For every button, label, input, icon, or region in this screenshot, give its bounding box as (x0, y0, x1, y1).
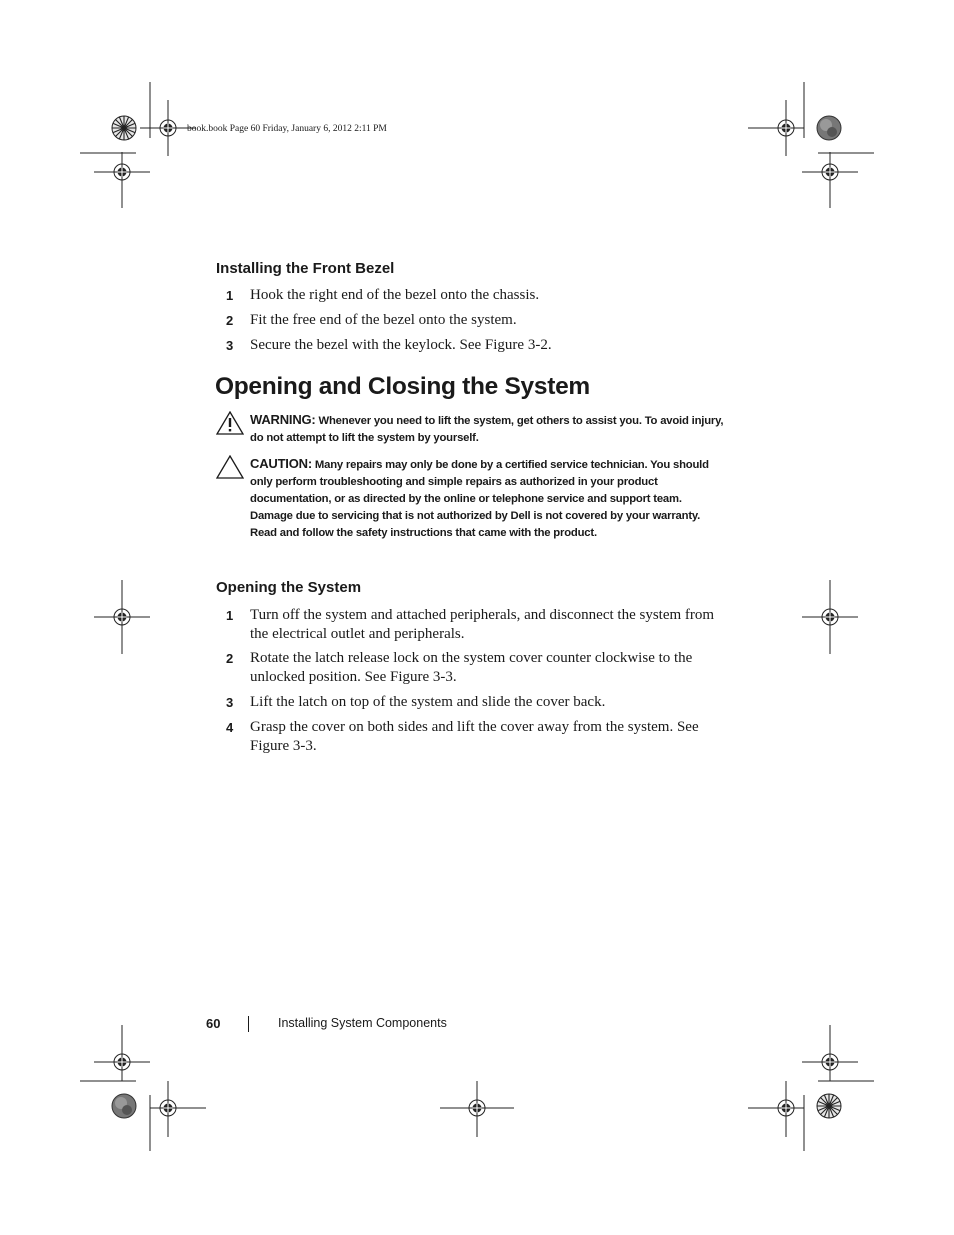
footer-divider (248, 1016, 249, 1032)
step-number: 2 (226, 651, 234, 666)
step-text: Turn off the system and attached peripherals, and disconnect the system from the electrical outlet and peripherals. (250, 607, 715, 642)
step-number: 2 (226, 313, 234, 328)
caution-label: CAUTION: (250, 456, 312, 471)
warning-body (250, 411, 726, 447)
step-text: Lift the latch on top of the system and slide the cover back. (250, 694, 606, 710)
step-number: 1 (226, 608, 234, 623)
color-wheel-icon (817, 116, 841, 140)
step-text: Grasp the cover on both sides and lift the cover away from the system. See Figure 3-3. (250, 719, 699, 754)
file-slug: book.book Page 60 Friday, January 6, 2012 2:11 PM (187, 124, 387, 134)
caution-text: Many repairs may only be done by a certified service technician. You should only perform troubleshooting and simple repairs as authorized in your product documentation, or as directed by the online or telephone service and support team. Damage due to servicing that is not authorized by Dell is not covered by your warranty. Read and follow the safety instructions that came with the product. (250, 459, 709, 539)
footer-section-title: Installing System Components (278, 1016, 447, 1030)
warning-label: WARNING: (250, 412, 316, 427)
step-text: Fit the free end of the bezel onto the system. (250, 312, 517, 328)
color-wheel-icon (112, 116, 136, 140)
section-heading-installing-bezel: Installing the Front Bezel (216, 260, 395, 277)
step-text: Secure the bezel with the keylock. See Figure 3-2. (250, 337, 552, 353)
step-number: 1 (226, 288, 234, 303)
warning-text: Whenever you need to lift the system, get others to assist you. To avoid injury, do not attempt to lift the system by yourself. (250, 415, 724, 444)
section-heading-opening-system: Opening the System (216, 579, 362, 596)
color-wheel-icon (112, 1094, 136, 1118)
step-number: 3 (226, 338, 234, 353)
step-text: Hook the right end of the bezel onto the chassis. (250, 287, 540, 303)
caution-triangle-icon (216, 455, 244, 479)
page-number: 60 (206, 1016, 221, 1031)
color-wheel-icon (817, 1094, 841, 1118)
page-title: Opening and Closing the System (215, 373, 590, 400)
step-number: 4 (226, 720, 234, 735)
step-text: Rotate the latch release lock on the system cover counter clockwise to the unlocked position. See Figure 3-3. (250, 650, 693, 685)
caution-body (250, 455, 726, 542)
step-number: 3 (226, 695, 234, 710)
warning-triangle-icon (216, 411, 244, 435)
